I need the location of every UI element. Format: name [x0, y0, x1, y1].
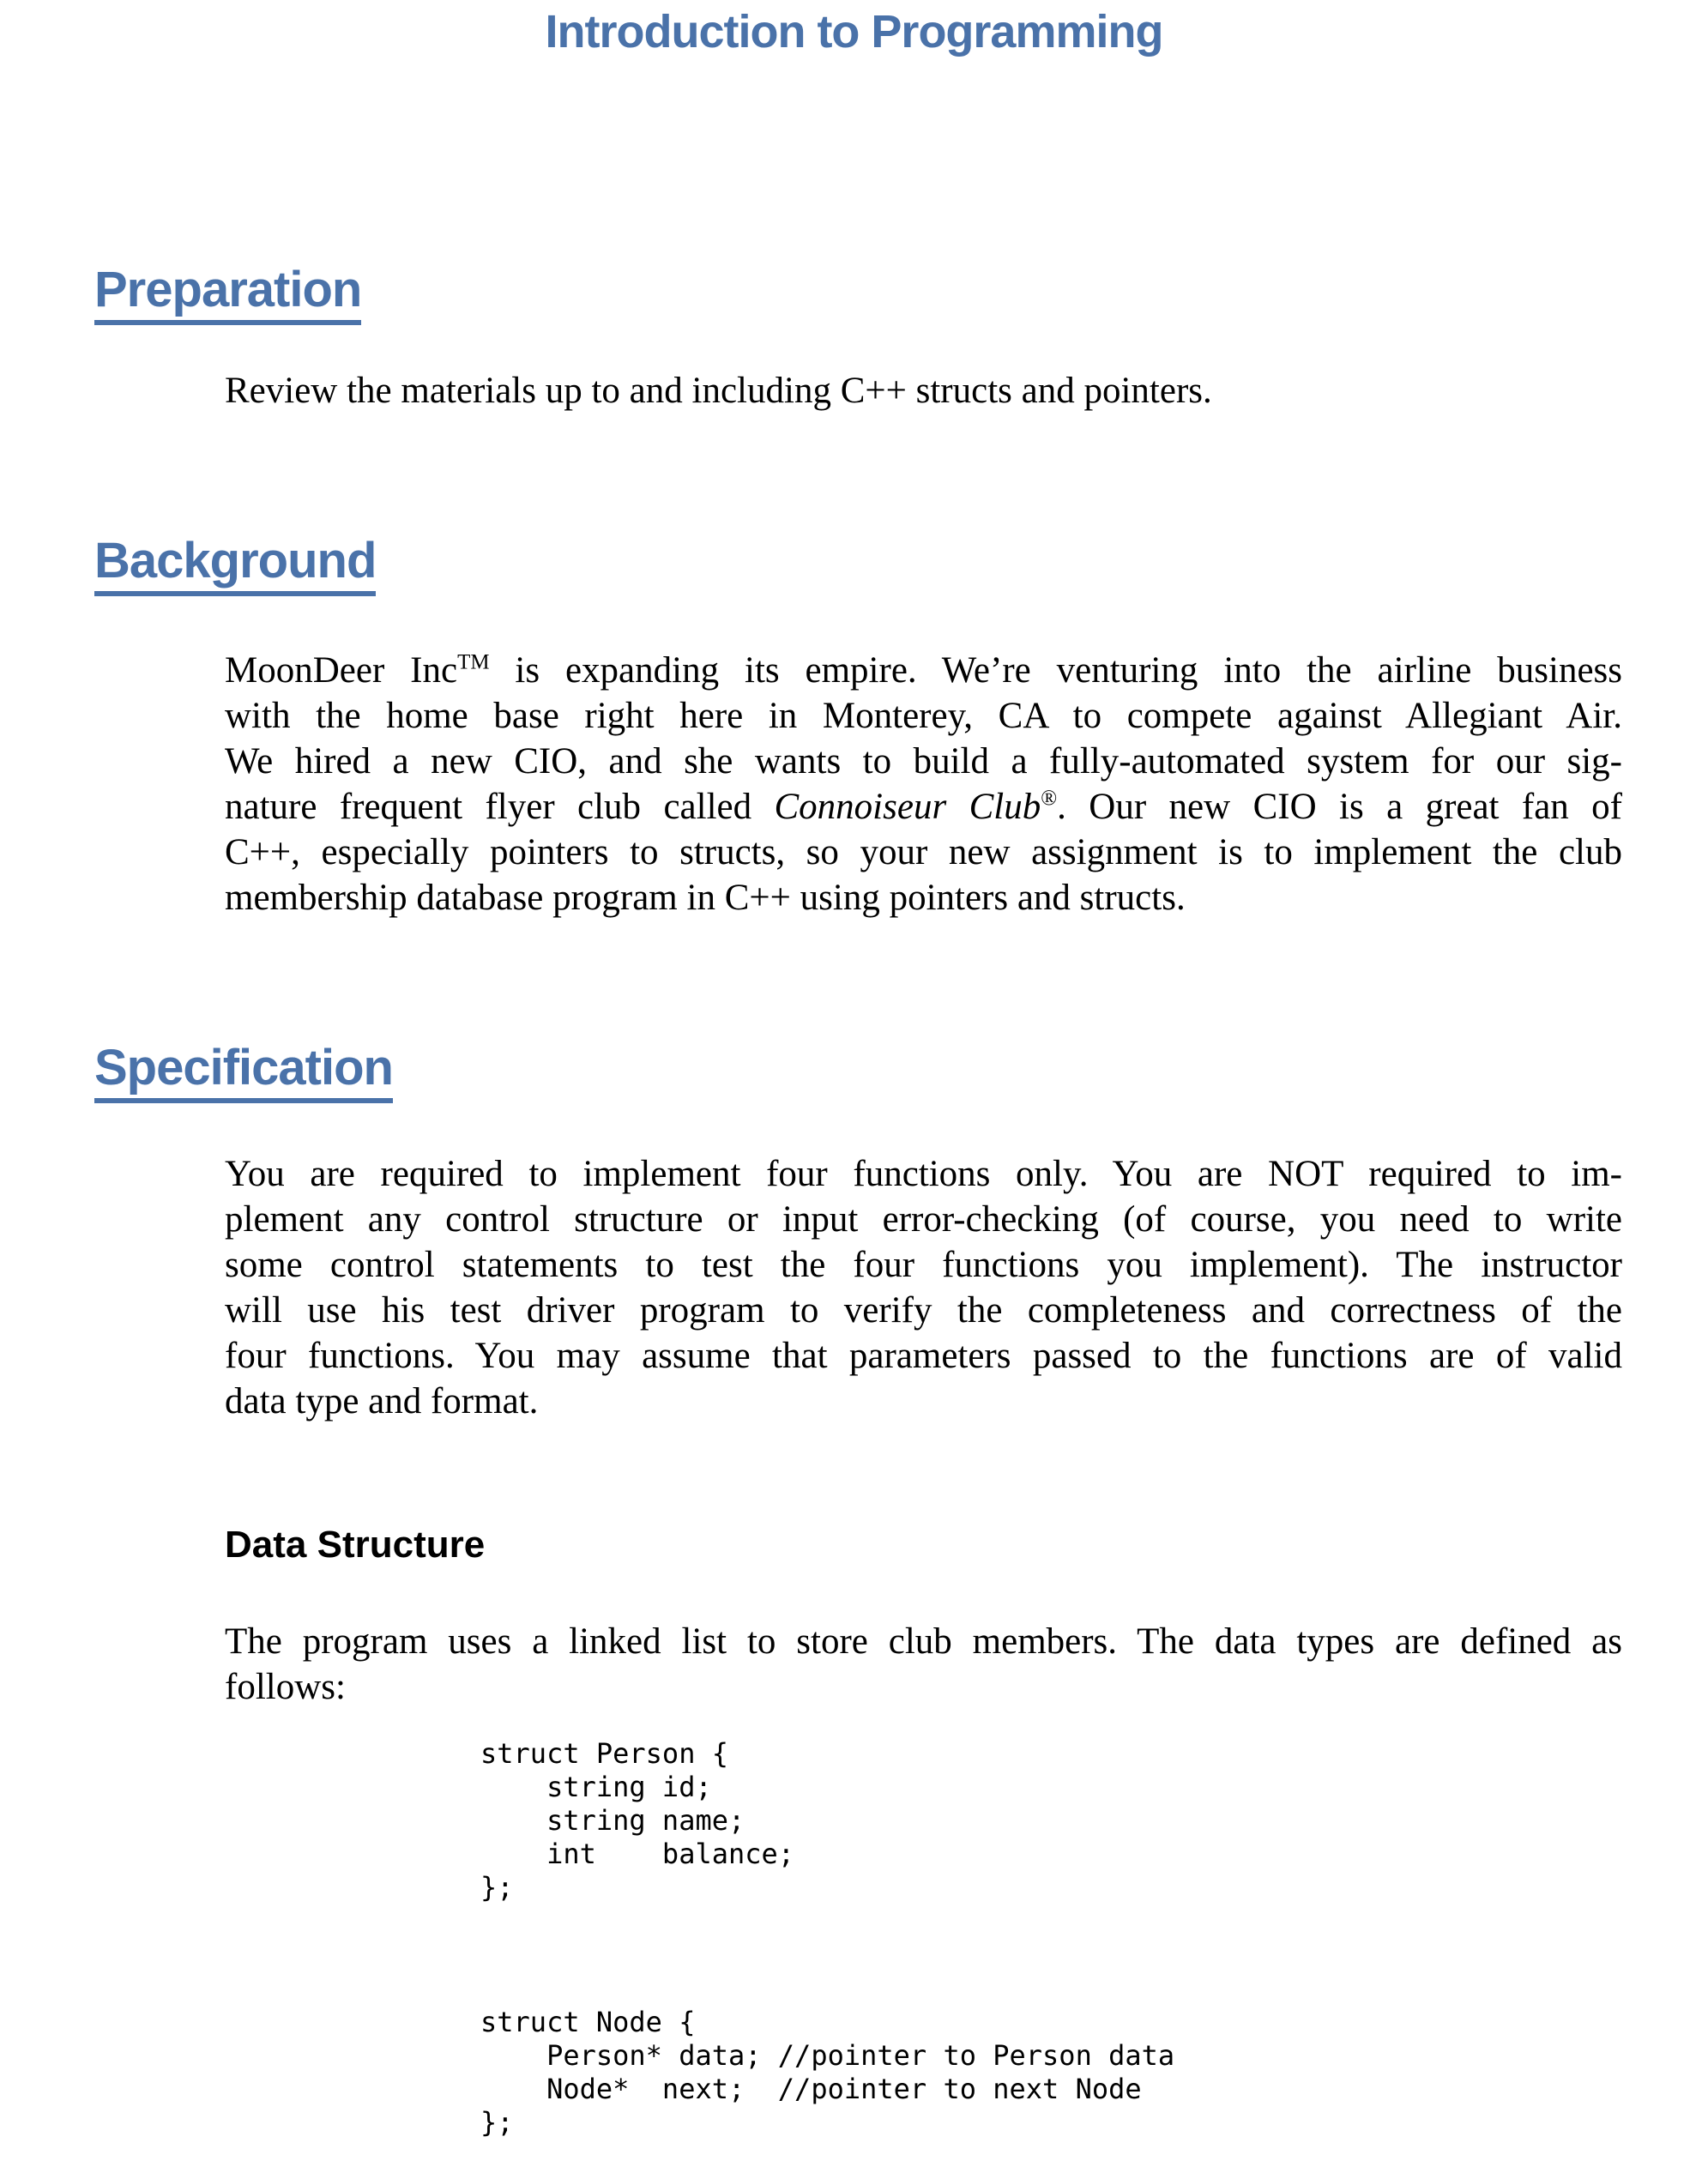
section-heading-background-label: Background: [94, 534, 376, 596]
text-line: [225, 830, 1622, 875]
text-line: [225, 784, 1622, 830]
section-heading-specification: [94, 1041, 1708, 1103]
italic-text: Connoiseur Club: [774, 787, 1041, 827]
code-line: Node* next; //pointer to next Node: [480, 2073, 1142, 2105]
code-line: struct Person {: [480, 1737, 728, 1770]
subsection-heading-data-structure: Data Structure: [225, 1524, 486, 1566]
text-line: [225, 875, 1622, 920]
code-line: };: [480, 1871, 514, 1904]
text-line: plement any control structure or input error-checking (of course, you need to write: [225, 1199, 1622, 1240]
code-block-struct-person: [480, 1737, 1708, 1904]
plain-text: with the home base right here in Monterey, CA to compete against Allegiant Air.: [225, 696, 1622, 736]
code-line: int balance;: [480, 1838, 795, 1870]
text-line: [225, 648, 1622, 693]
text-line: will use his test driver program to verify the completeness and correctness of the: [225, 1290, 1622, 1331]
data-structure-paragraph: [225, 1619, 1622, 1710]
section-heading-specification-label: Specification: [94, 1041, 393, 1103]
plain-text: C++, especially pointers to structs, so your new assignment is to implement the club: [225, 832, 1622, 872]
plain-text: We hired a new CIO, and she wants to build a fully-automated system for our sig-: [225, 741, 1622, 782]
code-line: };: [480, 2106, 514, 2139]
code-line: struct Node {: [480, 2006, 696, 2038]
section-heading-background: [94, 534, 1708, 596]
text-line: follows:: [225, 1667, 346, 1707]
superscript-text: TM: [457, 650, 490, 674]
text-line: four functions. You may assume that parameters passed to the functions are of valid: [225, 1336, 1622, 1376]
page-title: Introduction to Programming: [545, 6, 1163, 57]
text-line: The program uses a linked list to store club members. The data types are defined as: [225, 1621, 1622, 1662]
plain-text: membership database program in C++ using pointers and structs.: [225, 878, 1186, 918]
plain-text: nature frequent flyer club called: [225, 787, 775, 827]
code-line: Person* data; //pointer to Person data: [480, 2039, 1175, 2072]
text-line: data type and format.: [225, 1381, 539, 1421]
specification-paragraph: [225, 1151, 1622, 1424]
plain-text: MoonDeer Inc: [225, 650, 458, 691]
text-line: You are required to implement four functions only. You are NOT required to im-: [225, 1154, 1622, 1194]
code-line: string name;: [480, 1804, 745, 1837]
code-block-struct-node: [480, 2006, 1708, 2140]
text-line: [225, 739, 1622, 784]
plain-text: . Our new CIO is a great fan of: [1057, 787, 1623, 827]
superscript-text: ®: [1041, 787, 1058, 811]
text-line: some control statements to test the four functions you implement). The instructor: [225, 1245, 1622, 1285]
section-heading-preparation: [94, 263, 1708, 325]
code-line: string id;: [480, 1771, 712, 1803]
text-line: [225, 693, 1622, 739]
background-paragraph: [225, 648, 1622, 920]
plain-text: is expanding its empire. We’re venturing into the airline business: [489, 650, 1623, 691]
section-heading-preparation-label: Preparation: [94, 263, 361, 325]
text-line: Review the materials up to and including C++ structs and pointers.: [225, 371, 1212, 411]
preparation-paragraph: [225, 368, 1622, 413]
